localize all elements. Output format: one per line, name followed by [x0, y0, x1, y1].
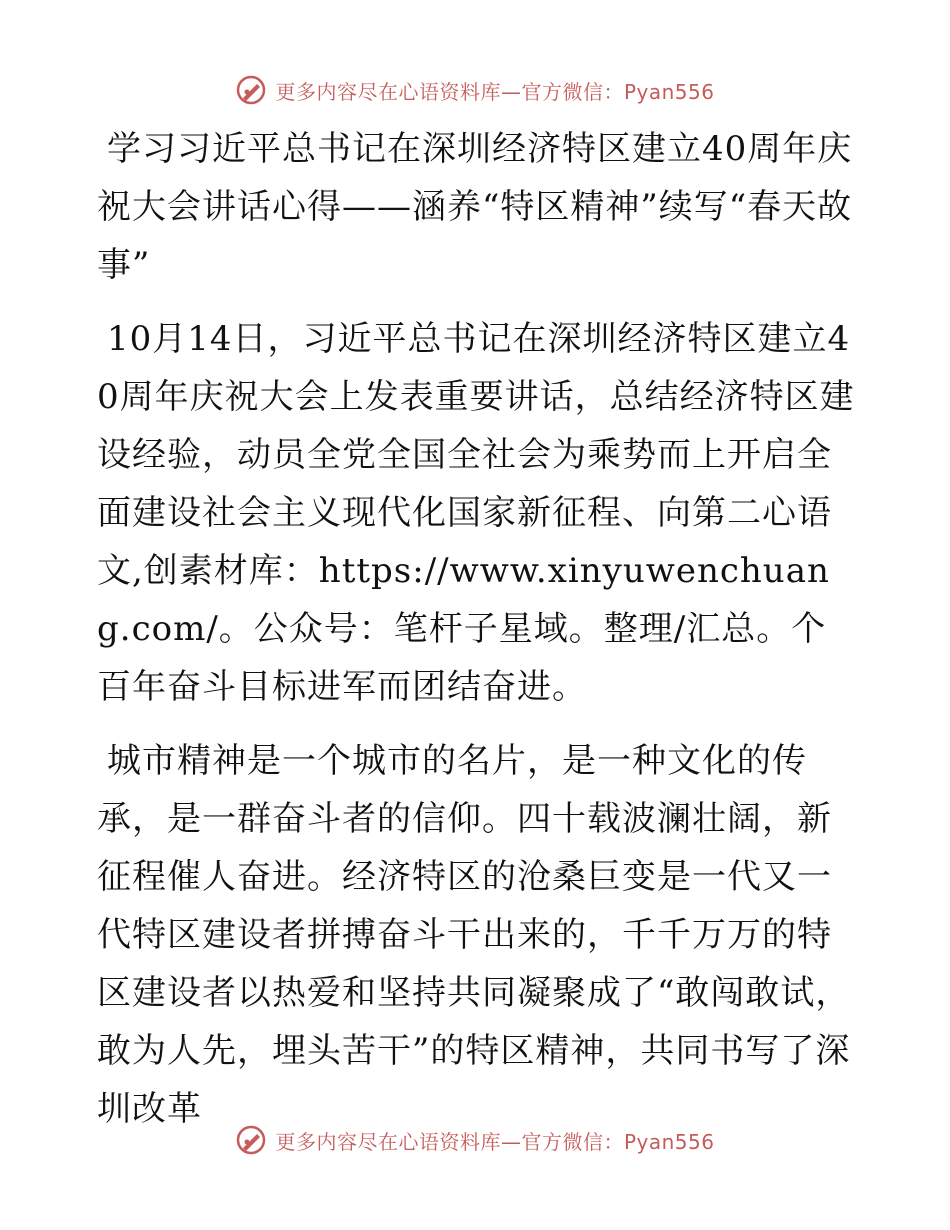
watermark-text: 更多内容尽在心语资料库—官方微信：Pyan556	[275, 1129, 715, 1154]
header-watermark	[0, 70, 950, 110]
paragraph: 10月14日，习近平总书记在深圳经济特区建立40周年庆祝大会上发表重要讲话，总结经济特区建设经验，动员全党全国全社会为乘势而上开启全面建设社会主义现代化国家新征程、向第二心语文,创素材库：https://www.xinyuwenchuang.com/。公众号：笔杆子星域。整理/汇总。个百年奋斗目标进军而团结奋进。	[97, 319, 855, 707]
paragraph: 城市精神是一个城市的名片，是一种文化的传承，是一群奋斗者的信仰。四十载波澜壮阔，新征程催人奋进。经济特区的沧桑巨变是一代又一代特区建设者拼搏奋斗干出来的，千千万万的特区建设者以热爱和坚持共同凝聚成了“敢闯敢试，敢为人先，埋头苦干”的特区精神，共同书写了深圳改革	[97, 741, 851, 1129]
document-body	[97, 120, 857, 1154]
footer-watermark	[0, 1120, 950, 1160]
watermark-text: 更多内容尽在心语资料库—官方微信：Pyan556	[275, 79, 715, 104]
pen-logo-icon	[235, 1124, 267, 1156]
document-title: 学习习近平总书记在深圳经济特区建立40周年庆祝大会讲话心得——涵养“特区精神”续写“春天故事”	[97, 129, 853, 285]
pen-logo-icon	[235, 74, 267, 106]
